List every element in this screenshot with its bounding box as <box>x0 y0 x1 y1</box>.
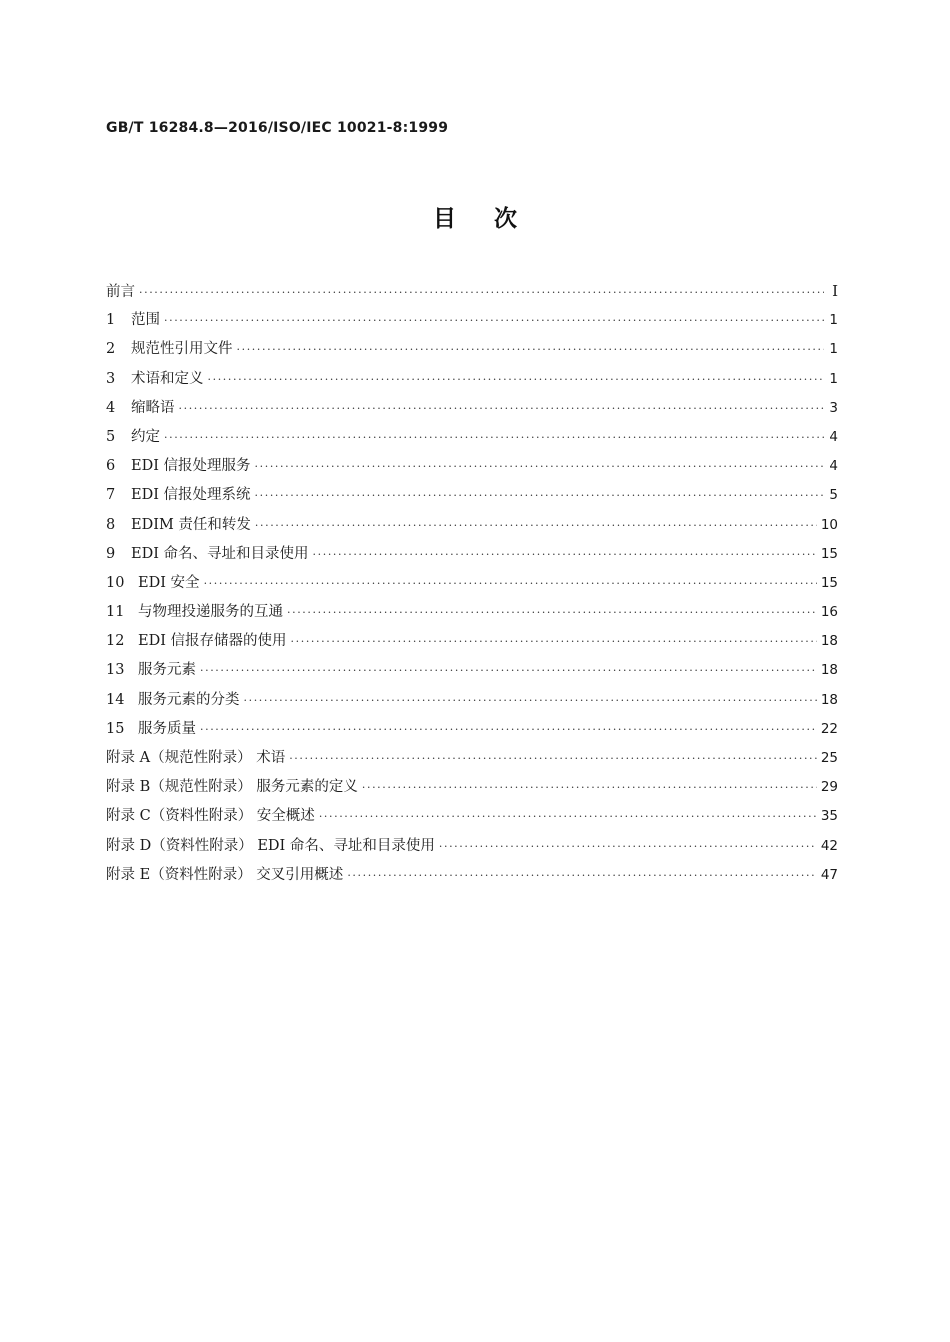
toc-dot-leader <box>362 777 817 799</box>
toc-entry[interactable] <box>106 835 838 864</box>
toc-entry-title: EDI 信报存储器的使用 <box>138 633 287 650</box>
toc-entry-page: 18 <box>820 633 838 650</box>
toc-entry-number: 4 <box>106 399 116 416</box>
toc-entry-page: 29 <box>820 779 838 796</box>
toc-entry-page: 1 <box>829 370 838 387</box>
toc-dot-leader <box>139 282 824 304</box>
toc-entry-number: 14 <box>106 691 125 708</box>
toc-dot-leader <box>347 865 817 887</box>
toc-entry[interactable] <box>106 630 838 659</box>
toc-entry[interactable] <box>106 572 838 601</box>
toc-entry-page: 5 <box>829 487 838 504</box>
toc-entry-number: 11 <box>106 604 125 621</box>
toc-entry-title: 附录 E（资料性附录） 交叉引用概述 <box>106 866 344 883</box>
toc-entry-number: 12 <box>106 633 125 650</box>
toc-entry-title: 附录 A（规范性附录） 术语 <box>106 750 286 766</box>
toc-entry[interactable] <box>106 514 838 543</box>
toc-entry-number: 15 <box>106 720 125 737</box>
toc-entry-page: 22 <box>820 720 838 737</box>
toc-entry-page: 18 <box>820 691 838 708</box>
toc-entry-page: 3 <box>829 399 838 416</box>
toc-entry-page: 42 <box>820 837 838 854</box>
toc-entry[interactable] <box>106 455 838 484</box>
toc-entry-title: EDI 信报处理系统 <box>131 487 251 504</box>
toc-entry[interactable] <box>106 280 838 309</box>
toc-entry-title: 缩略语 <box>131 399 175 416</box>
toc-dot-leader <box>237 339 825 361</box>
toc-dot-leader <box>200 719 817 741</box>
toc-dot-leader <box>204 573 817 595</box>
toc-entry[interactable] <box>106 747 838 776</box>
toc-entry-page: 4 <box>829 428 838 445</box>
toc-dot-leader <box>291 631 817 653</box>
toc-entry[interactable] <box>106 368 838 397</box>
toc-entry-number: 7 <box>106 487 116 504</box>
toc-dot-leader <box>255 515 817 537</box>
toc-entry[interactable] <box>106 484 838 513</box>
toc-dot-leader <box>200 660 817 682</box>
toc-entry-number: 10 <box>106 574 125 591</box>
toc-entry-number: 3 <box>106 370 116 387</box>
toc-entry[interactable] <box>106 776 838 805</box>
toc-entry-page: 1 <box>829 312 838 329</box>
toc-entry-page: 16 <box>820 604 838 621</box>
toc-entry-page: Ⅰ <box>832 282 838 300</box>
toc-entry-title: 范围 <box>131 312 160 329</box>
toc-entry[interactable] <box>106 397 838 426</box>
toc-entry[interactable] <box>106 718 838 747</box>
toc-entry[interactable] <box>106 689 838 718</box>
toc-dot-leader <box>164 310 824 332</box>
toc-entry-title: 前言 <box>106 284 135 300</box>
page-title: 目次 <box>433 206 555 232</box>
toc-entry-title: 约定 <box>131 428 160 445</box>
toc-entry-number: 5 <box>106 428 116 445</box>
toc-entry-title: 与物理投递服务的互通 <box>138 604 283 621</box>
toc-entry-title: EDI 命名、寻址和目录使用 <box>131 545 309 562</box>
table-of-contents <box>106 280 838 893</box>
toc-entry-title: 附录 D（资料性附录） EDI 命名、寻址和目录使用 <box>106 837 435 854</box>
toc-dot-leader <box>313 544 817 566</box>
toc-entry-title: 附录 C（资料性附录） 安全概述 <box>106 808 315 825</box>
toc-entry-page: 15 <box>820 574 838 591</box>
toc-entry-page: 10 <box>820 516 838 533</box>
toc-entry-title: 规范性引用文件 <box>131 341 233 358</box>
toc-entry-title: 服务元素 <box>138 662 196 679</box>
toc-entry-page: 4 <box>829 458 838 475</box>
toc-entry-number: 2 <box>106 341 116 358</box>
toc-entry-page: 18 <box>820 662 838 679</box>
toc-entry[interactable] <box>106 426 838 455</box>
toc-entry-page: 1 <box>829 341 838 358</box>
toc-dot-leader <box>164 427 824 449</box>
toc-entry-title: 附录 B（规范性附录） 服务元素的定义 <box>106 779 358 796</box>
toc-entry-title: 服务质量 <box>138 720 196 737</box>
toc-entry[interactable] <box>106 659 838 688</box>
toc-entry-page: 15 <box>820 545 838 562</box>
toc-dot-leader <box>255 456 824 478</box>
toc-dot-leader <box>179 398 825 420</box>
toc-entry-page: 25 <box>820 750 838 766</box>
toc-dot-leader <box>439 836 817 858</box>
toc-entry-title: 服务元素的分类 <box>138 691 240 708</box>
toc-entry-title: EDIM 责任和转发 <box>131 516 251 533</box>
toc-entry-number: 9 <box>106 545 116 562</box>
toc-entry-title: 术语和定义 <box>131 370 204 387</box>
toc-entry-page: 47 <box>820 866 838 883</box>
toc-entry-number: 8 <box>106 516 116 533</box>
toc-entry[interactable] <box>106 601 838 630</box>
toc-dot-leader <box>255 485 824 507</box>
toc-entry-title: EDI 安全 <box>138 574 200 591</box>
toc-entry-number: 13 <box>106 662 125 679</box>
toc-dot-leader <box>244 690 817 712</box>
toc-dot-leader <box>208 369 825 391</box>
toc-entry-number: 1 <box>106 312 116 329</box>
toc-entry-number: 6 <box>106 458 116 475</box>
toc-entry[interactable] <box>106 309 838 338</box>
toc-entry-title: EDI 信报处理服务 <box>131 458 251 475</box>
standard-number-header: GB/T 16284.8—2016/ISO/IEC 10021-8:1999 <box>106 120 449 136</box>
toc-dot-leader <box>287 602 817 624</box>
toc-entry-page: 35 <box>820 808 838 825</box>
toc-entry[interactable] <box>106 543 838 572</box>
toc-entry[interactable] <box>106 338 838 367</box>
toc-dot-leader <box>319 806 817 828</box>
toc-entry[interactable] <box>106 805 838 834</box>
toc-dot-leader <box>289 748 817 770</box>
toc-entry[interactable] <box>106 864 838 893</box>
